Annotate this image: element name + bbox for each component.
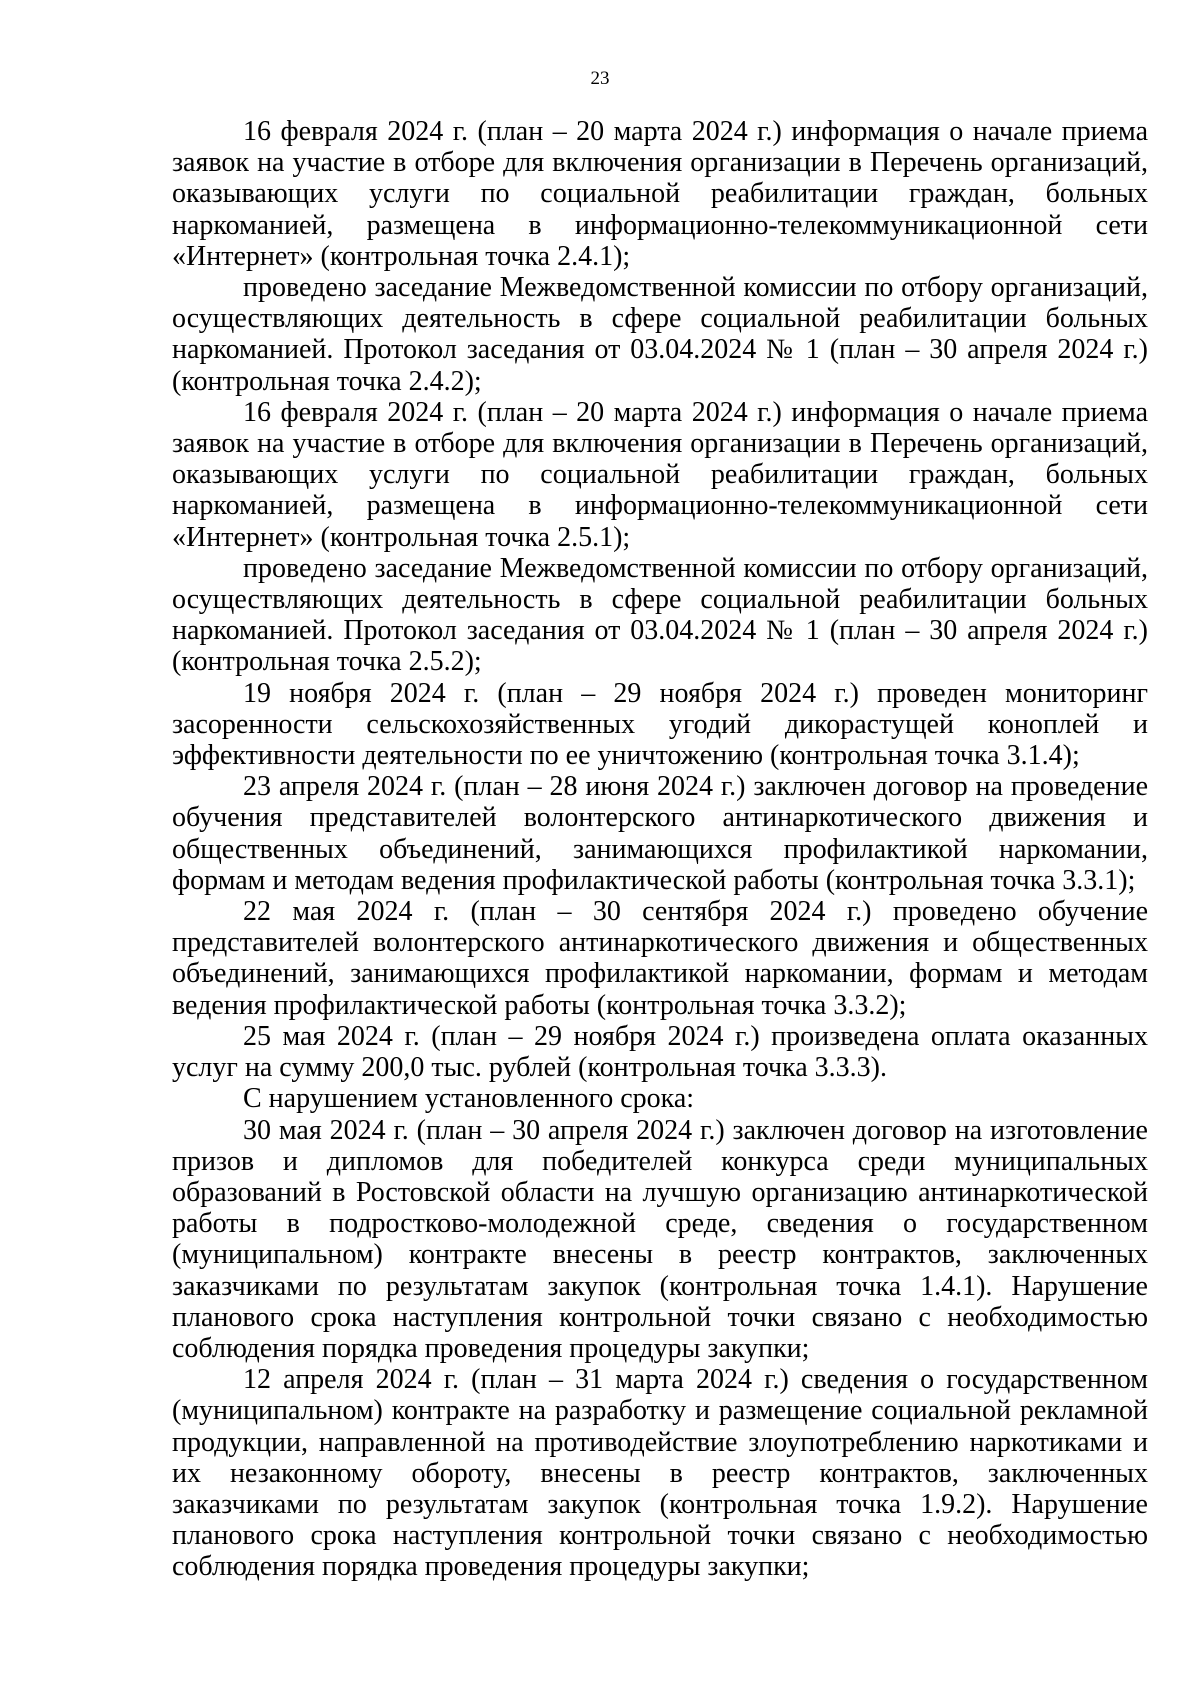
document-body (172, 116, 1148, 1583)
paragraph: проведено заседание Межведомственной комиссии по отбору организаций, осуществляющих деятельность в сфере социальной реабилитации больных наркоманией. Протокол заседания от 03.04.2024 № 1 (план – 30 апреля 2024 г.) (контрольная точка 2.5.2); (172, 552, 1148, 678)
paragraph: 22 мая 2024 г. (план – 30 сентября 2024 г.) проведено обучение представителей волонтерского антинаркотического движения и общественных объединений, занимающихся профилактикой наркомании, формам и методам ведения профилактической работы (контрольная точка 3.3.2); (172, 896, 1148, 1021)
page-number: 23 (590, 68, 610, 89)
paragraph: 19 ноября 2024 г. (план – 29 ноября 2024 г.) проведен мониторинг засоренности сельскохозяйственных угодий дикорастущей коноплей и эффективности деятельности по ее уничтожению (контрольная точка 3.1.4); (172, 677, 1148, 772)
paragraph: 16 февраля 2024 г. (план – 20 марта 2024 г.) информация о начале приема заявок на участие в отборе для включения организации в Перечень организаций, оказывающих услуги по социальной реабилитации граждан, больных наркоманией, размещена в информационно-телекоммуникационной сети «Интернет» (контрольная точка 2.5.1); (172, 396, 1148, 553)
paragraph: 30 мая 2024 г. (план – 30 апреля 2024 г.) заключен договор на изготовление призов и дипломов для победителей конкурса среди муниципальных образований в Ростовской области на лучшую организацию антинаркотической работы в подростково-молодежной среде, сведения о государственном (муниципальном) контракте внесены в реестр контрактов, заключенных заказчиками по результатам закупок (контрольная точка 1.4.1). Нарушение планового срока наступления контрольной точки связано с необходимостью соблюдения порядка проведения процедуры закупки; (172, 1114, 1148, 1364)
paragraph: 25 мая 2024 г. (план – 29 ноября 2024 г.) произведена оплата оказанных услуг на сумму 200,0 тыс. рублей (контрольная точка 3.3.3). (172, 1020, 1148, 1084)
paragraph: 23 апреля 2024 г. (план – 28 июня 2024 г.) заключен договор на проведение обучения представителей волонтерского антинаркотического движения и общественных объединений, занимающихся профилактикой наркомании, формам и методам ведения профилактической работы (контрольная точка 3.3.1); (172, 771, 1148, 896)
paragraph: 12 апреля 2024 г. (план – 31 марта 2024 г.) сведения о государственном (муниципальном) контракте на разработку и размещение социальной рекламной продукции, направленной на противодействие злоупотреблению наркотиками и их незаконному обороту, внесены в реестр контрактов, заключенных заказчиками по результатам закупок (контрольная точка 1.9.2). Нарушение планового срока наступления контрольной точки связано с необходимостью соблюдения порядка проведения процедуры закупки; (172, 1364, 1148, 1583)
section-heading: С нарушением установленного срока: (243, 1083, 695, 1115)
paragraph: 16 февраля 2024 г. (план – 20 марта 2024 г.) информация о начале приема заявок на участие в отборе для включения организации в Перечень организаций, оказывающих услуги по социальной реабилитации граждан, больных наркоманией, размещена в информационно-телекоммуникационной сети «Интернет» (контрольная точка 2.4.1); (172, 116, 1148, 272)
paragraph: проведено заседание Межведомственной комиссии по отбору организаций, осуществляющих деятельность в сфере социальной реабилитации больных наркоманией. Протокол заседания от 03.04.2024 № 1 (план – 30 апреля 2024 г.) (контрольная точка 2.4.2); (172, 272, 1148, 397)
